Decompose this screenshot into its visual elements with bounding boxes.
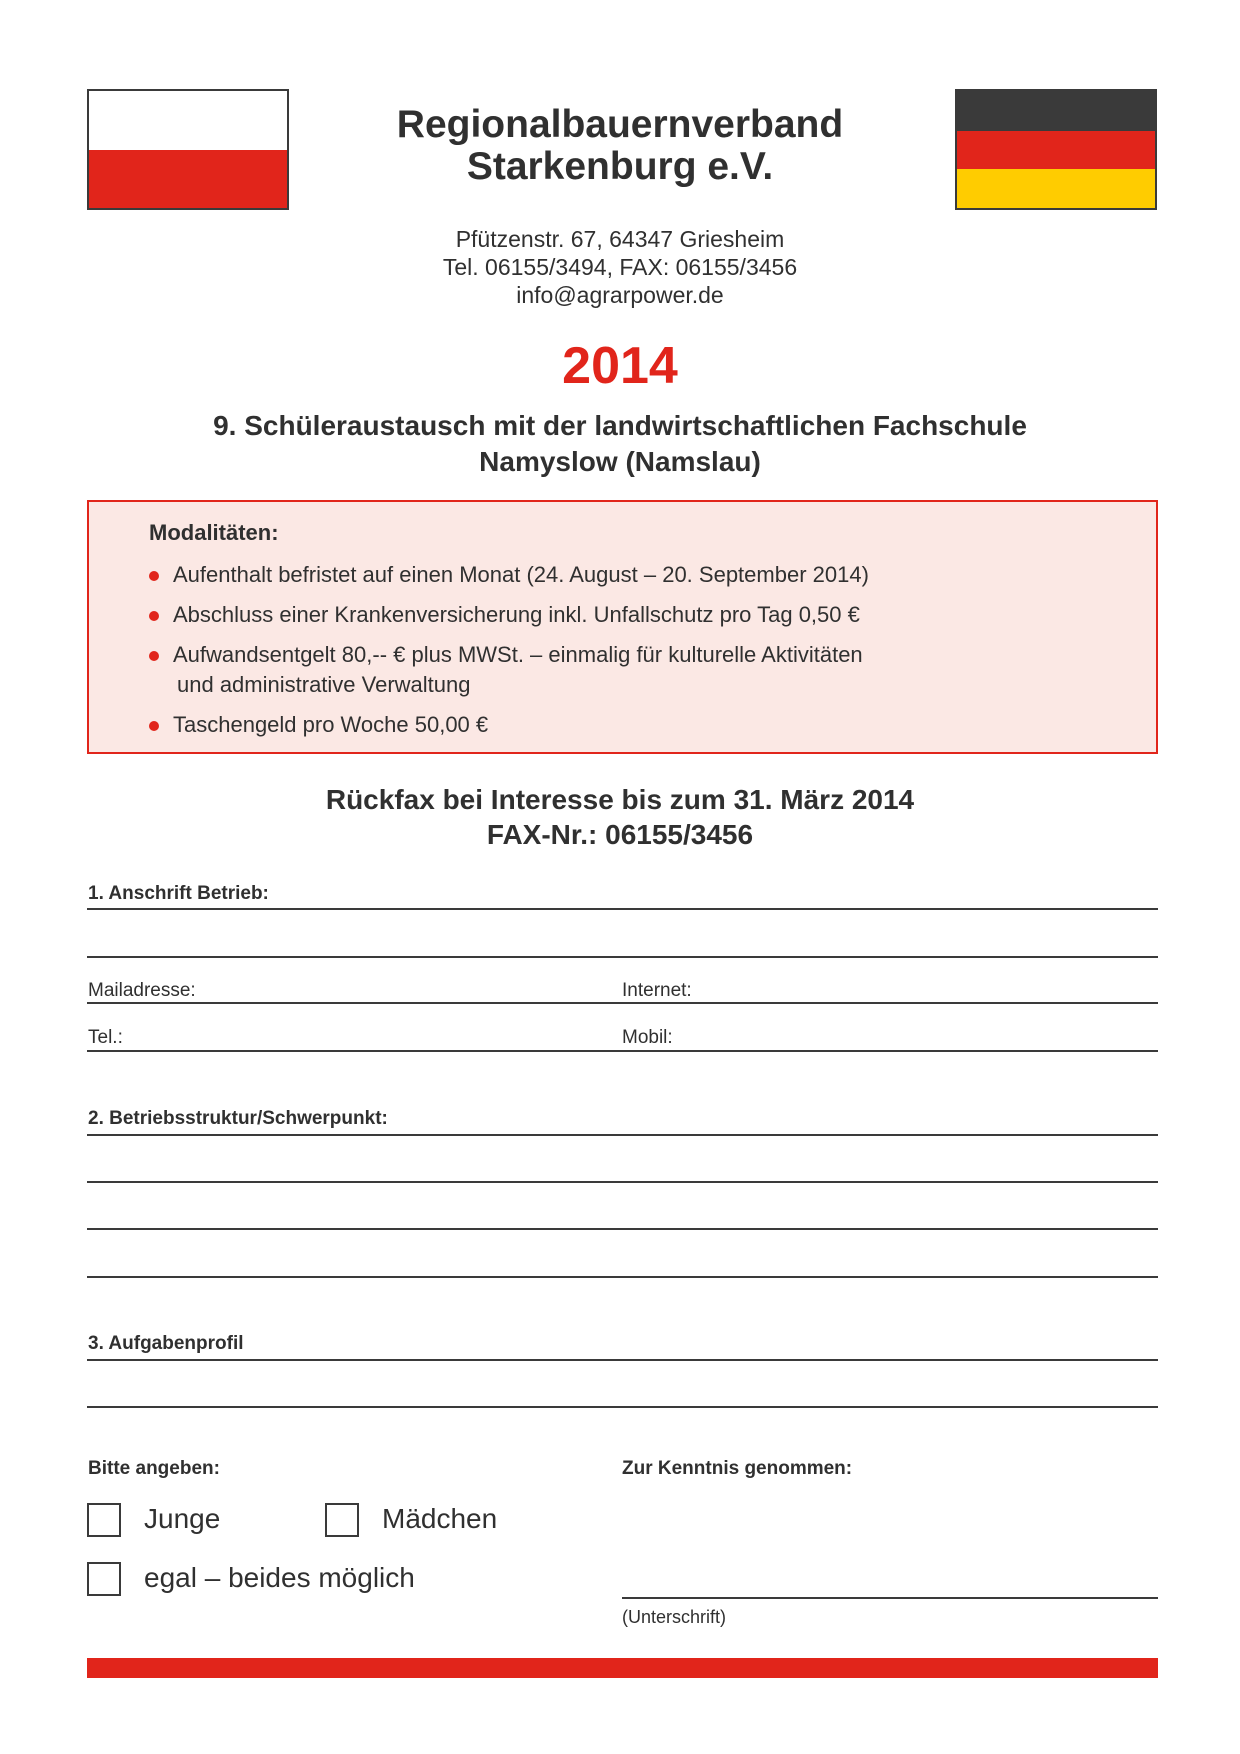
fax-deadline: Rückfax bei Interesse bis zum 31. März 2014 — [325, 784, 915, 815]
section-2-label: 2. Betriebsstruktur/Schwerpunkt: — [88, 1108, 388, 1129]
please-specify-label: Bitte angeben: — [88, 1458, 220, 1479]
egal-checkbox[interactable] — [87, 1562, 121, 1596]
modalities-title: Modalitäten: — [149, 520, 279, 545]
list-item — [149, 560, 869, 590]
list-item-text: Taschengeld pro Woche 50,00 € — [173, 712, 489, 737]
section-1-label: 1. Anschrift Betrieb: — [88, 883, 269, 904]
acknowledged-label: Zur Kenntnis genommen: — [622, 1458, 853, 1479]
section-3-label: 3. Aufgabenprofil — [88, 1333, 244, 1354]
maedchen-checkbox[interactable] — [325, 1503, 359, 1537]
list-item-continuation: und administrative Verwaltung — [177, 672, 471, 697]
structure-line-3[interactable] — [87, 1228, 1158, 1230]
address: Pfützenstr. 67, 64347 Griesheim — [455, 226, 785, 252]
phone-fax: Tel. 06155/3494, FAX: 06155/3456 — [442, 254, 798, 280]
contact-block — [0, 225, 1240, 309]
fax-notice — [0, 782, 1240, 852]
address-line-1[interactable] — [87, 908, 1158, 910]
exchange-title — [0, 408, 1240, 480]
tel-label: Tel.: — [88, 1027, 123, 1048]
junge-checkbox[interactable] — [87, 1503, 121, 1537]
address-line-2[interactable] — [87, 956, 1158, 958]
organization-name-line2: Starkenburg e.V. — [466, 145, 774, 188]
junge-label: Junge — [144, 1503, 221, 1534]
internet-label: Internet: — [622, 980, 692, 1001]
maedchen-label: Mädchen — [382, 1503, 498, 1534]
mail-internet-line[interactable] — [87, 1002, 1158, 1004]
fax-number: FAX-Nr.: 06155/3456 — [486, 819, 754, 850]
mobil-label: Mobil: — [622, 1027, 673, 1048]
structure-line-2[interactable] — [87, 1181, 1158, 1183]
tel-mobil-line[interactable] — [87, 1050, 1158, 1052]
list-item-text: Abschluss einer Krankenversicherung inkl. Unfallschutz pro Tag 0,50 € — [173, 602, 860, 627]
email: info@agrarpower.de — [516, 282, 724, 308]
signature-label: (Unterschrift) — [622, 1607, 727, 1627]
exchange-title-line2: Namyslow (Namslau) — [479, 446, 761, 477]
organization-name — [0, 104, 1240, 188]
profile-line-2[interactable] — [87, 1406, 1158, 1408]
list-item — [149, 710, 869, 740]
list-item — [149, 640, 869, 700]
year-title: 2014 — [562, 337, 678, 395]
organization-name-line1: Regionalbauernverband — [396, 103, 844, 146]
modalities-list — [149, 560, 869, 750]
list-item-text: Aufenthalt befristet auf einen Monat (24. August – 20. September 2014) — [173, 562, 869, 587]
exchange-title-line1: 9. Schüleraustausch mit der landwirtschaftlichen Fachschule — [213, 410, 1027, 441]
structure-line-1[interactable] — [87, 1134, 1158, 1136]
egal-label: egal – beides möglich — [144, 1562, 415, 1593]
modalities-box — [87, 500, 1158, 754]
profile-line-1[interactable] — [87, 1359, 1158, 1361]
list-item — [149, 600, 869, 630]
list-item-text: Aufwandsentgelt 80,-- € plus MWSt. – einmalig für kulturelle Aktivitäten — [173, 642, 863, 667]
signature-line[interactable] — [622, 1597, 1158, 1599]
footer-bar — [87, 1658, 1158, 1678]
mail-label: Mailadresse: — [88, 980, 196, 1001]
structure-line-4[interactable] — [87, 1276, 1158, 1278]
